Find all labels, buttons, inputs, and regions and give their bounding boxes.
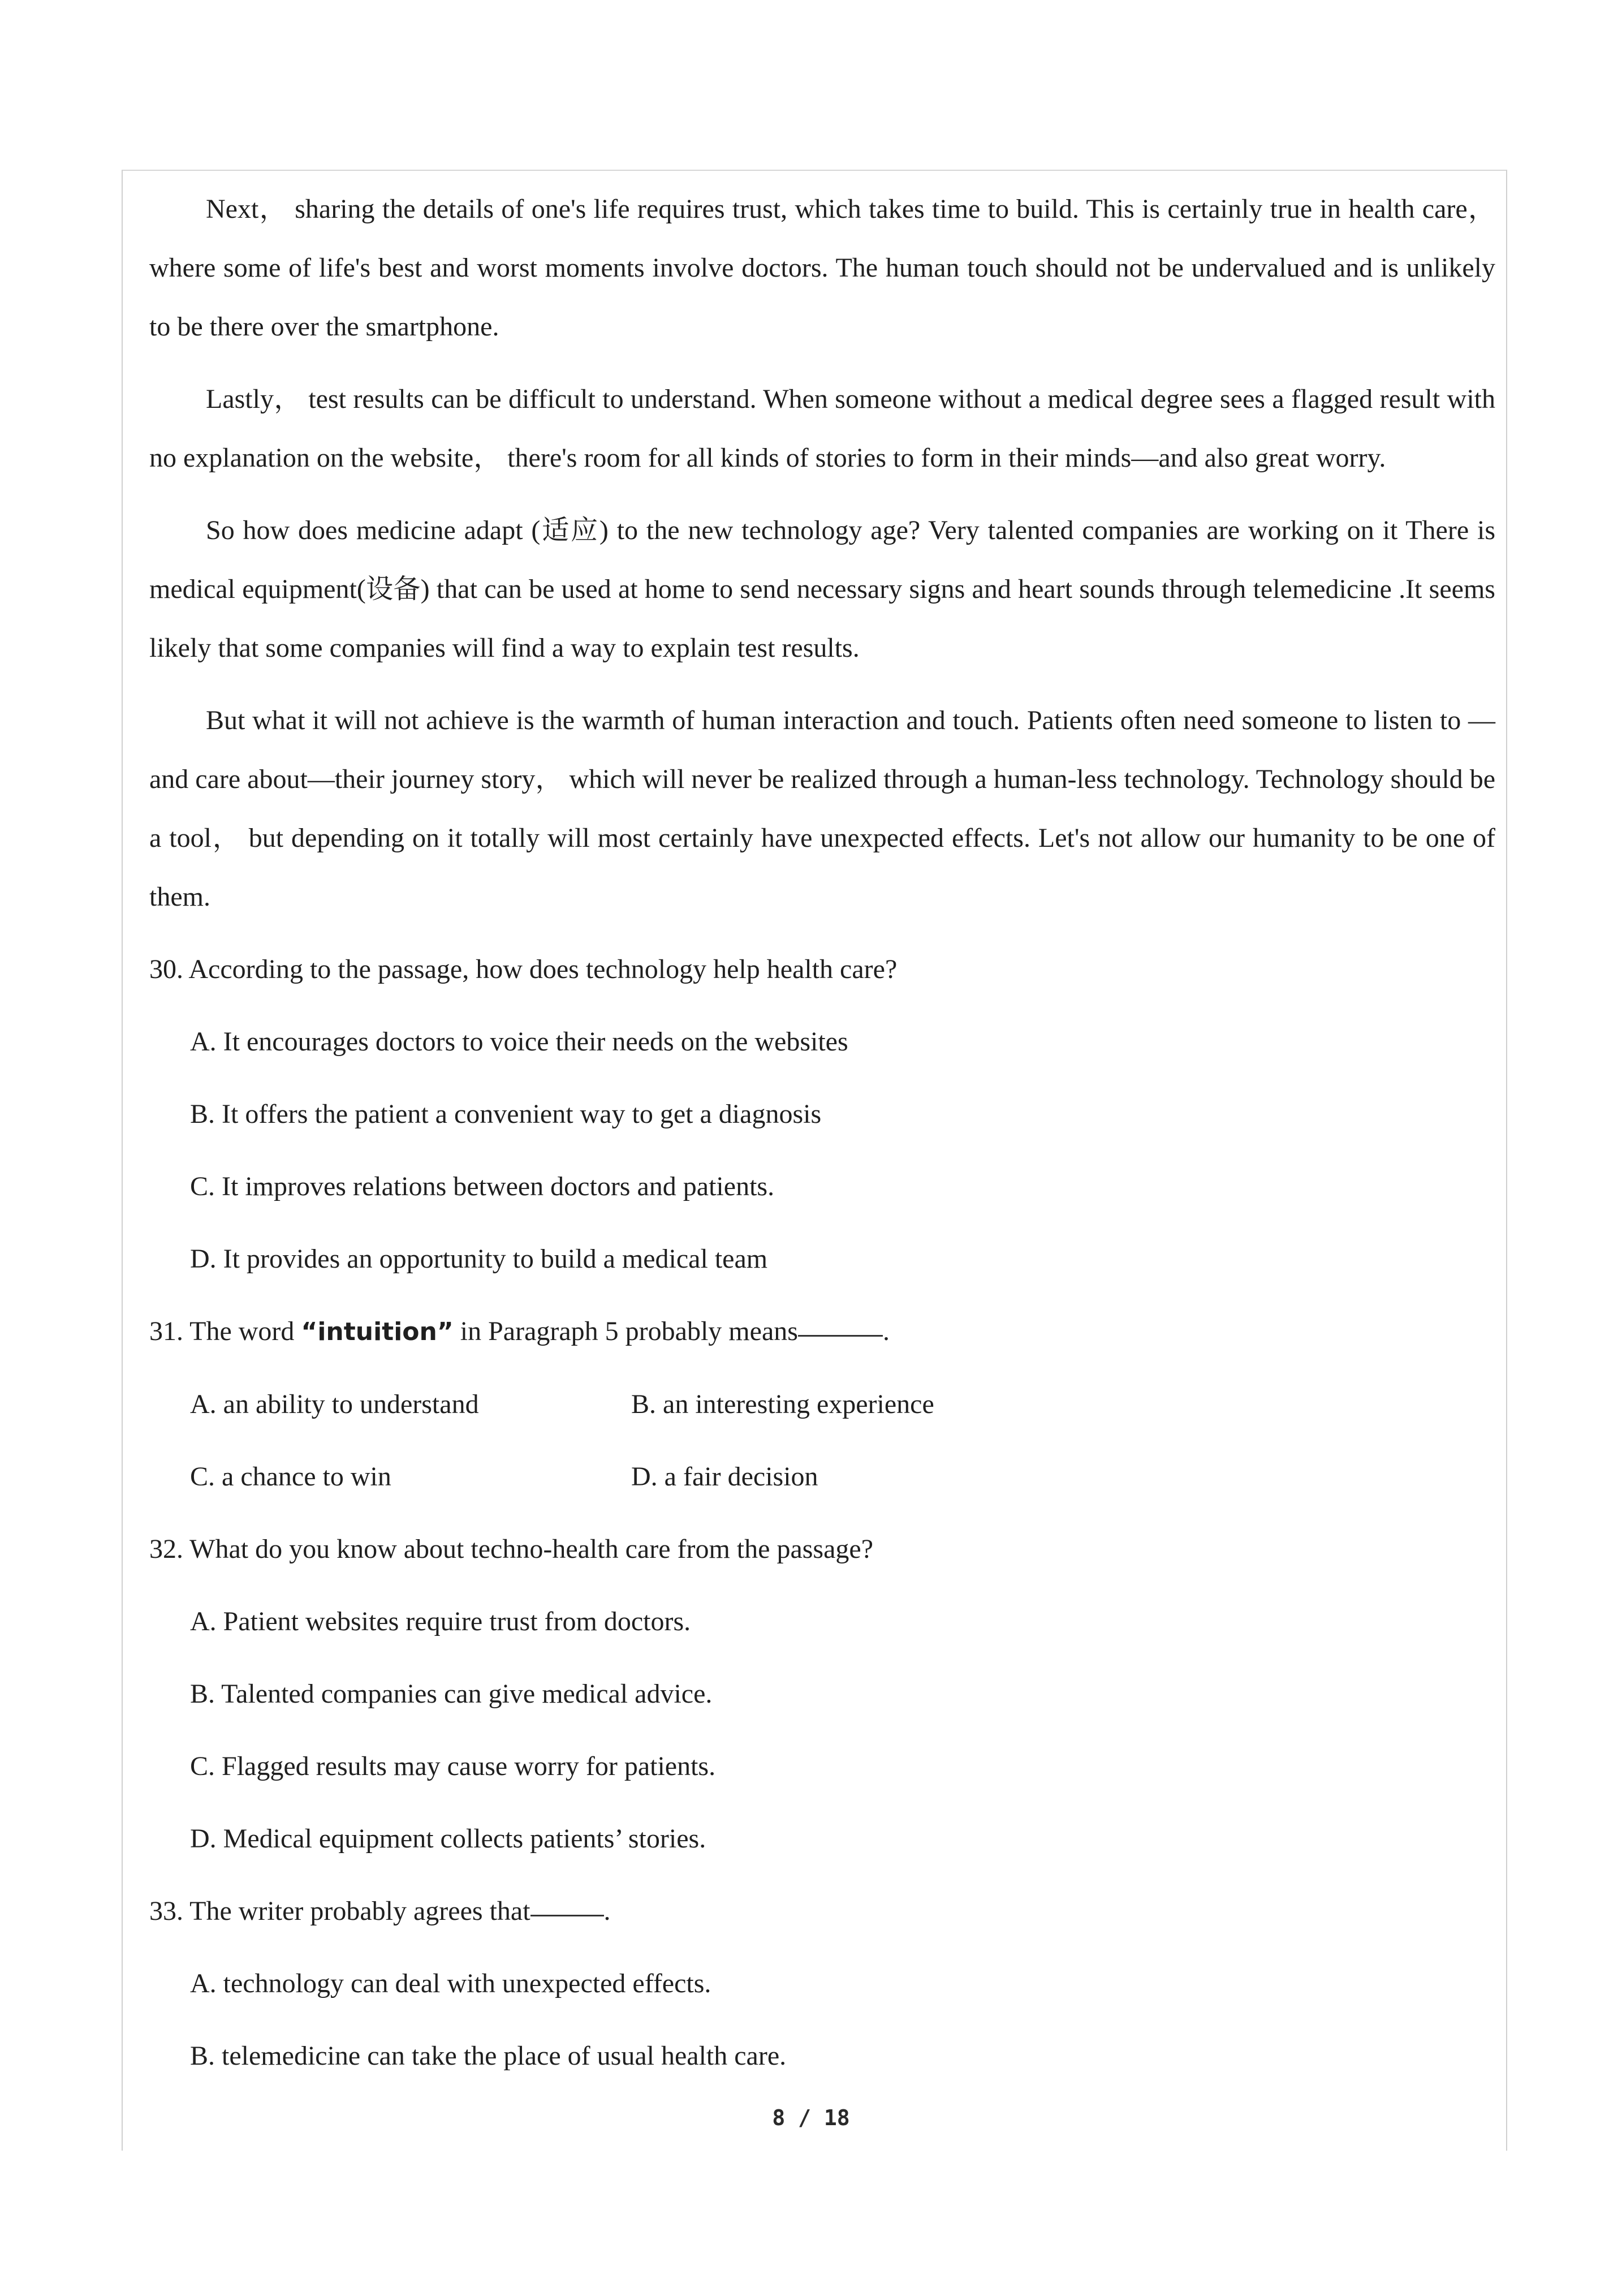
q33-option-a[interactable]: A. technology can deal with unexpected effects.: [190, 1968, 711, 1998]
page-number: 8 / 18: [772, 2105, 850, 2130]
q30-option-a[interactable]: A. It encourages doctors to voice their needs on the websites: [190, 1027, 848, 1057]
question-31: [149, 1302, 1495, 1506]
q31-answer-blank: [798, 1308, 883, 1337]
q31-stem-post: in Paragraph 5 probably means: [453, 1316, 798, 1346]
q33-stem-end: .: [603, 1896, 611, 1926]
q31-keyword: “intuition”: [301, 1317, 454, 1346]
q31-options-row-2: [190, 1448, 1495, 1506]
q31-option-c[interactable]: C. a chance to win: [190, 1462, 391, 1492]
paragraph-trust: Next， sharing the details of one's life requires trust, which takes time to build. This is certainly true in health care， where some of life's best and worst moments involve doctors. The human touch should not be undervalued and is unlikely to be there over the smartphone.: [149, 194, 1495, 342]
question-31-stem: [149, 1302, 1495, 1362]
question-30-stem: 30. According to the passage, how does technology help health care?: [149, 954, 898, 984]
question-33: [149, 1882, 1495, 2086]
q32-option-d[interactable]: D. Medical equipment collects patients’ stories.: [190, 1824, 706, 1854]
q31-option-d[interactable]: D. a fair decision: [631, 1462, 818, 1492]
q31-stem-end: .: [882, 1316, 890, 1346]
q31-option-b[interactable]: B. an interesting experience: [631, 1389, 934, 1419]
paragraph-warmth: But what it will not achieve is the warmth of human interaction and touch. Patients often need someone to listen to —and care about—their journey story， which will never be realized through a human-less technology. Technology should be a tool， but depending on it totally will most certainly have unexpected effects. Let's not allow our humanity to be one of them.: [149, 705, 1495, 912]
q30-option-c[interactable]: C. It improves relations between doctors and patients.: [190, 1171, 775, 1201]
document-body: [149, 180, 1495, 2099]
q32-option-b[interactable]: B. Talented companies can give medical advice.: [190, 1679, 713, 1709]
question-32: [149, 1520, 1495, 1868]
q31-option-a[interactable]: A. an ability to understand: [190, 1389, 479, 1419]
q33-option-b[interactable]: B. telemedicine can take the place of usual health care.: [190, 2041, 787, 2071]
q30-option-d[interactable]: D. It provides an opportunity to build a medical team: [190, 1244, 768, 1274]
q32-option-a[interactable]: A. Patient websites require trust from doctors.: [190, 1606, 691, 1636]
q31-stem-pre: 31. The word: [149, 1316, 301, 1346]
q31-options-row-1: [190, 1375, 1495, 1434]
paragraph-test-results: Lastly， test results can be difficult to understand. When someone without a medical degree sees a flagged result with no explanation on the website， there's room for all kinds of stories to form in their minds—and also great worry.: [149, 384, 1495, 473]
paragraph-adapt: So how does medicine adapt (适应) to the new technology age? Very talented companies are working on it There is medical equipment(设备) that can be used at home to send necessary signs and heart sounds through telemedicine .It seems likely that some companies will find a way to explain test results.: [149, 515, 1495, 663]
q33-stem-pre: 33. The writer probably agrees that: [149, 1896, 530, 1926]
question-33-stem: [149, 1882, 1495, 1941]
q32-option-c[interactable]: C. Flagged results may cause worry for patients.: [190, 1751, 716, 1781]
q33-answer-blank: [530, 1888, 604, 1916]
question-32-stem: 32. What do you know about techno-health care from the passage?: [149, 1534, 874, 1564]
question-30: [149, 940, 1495, 1289]
q30-option-b[interactable]: B. It offers the patient a convenient way to get a diagnosis: [190, 1099, 822, 1129]
